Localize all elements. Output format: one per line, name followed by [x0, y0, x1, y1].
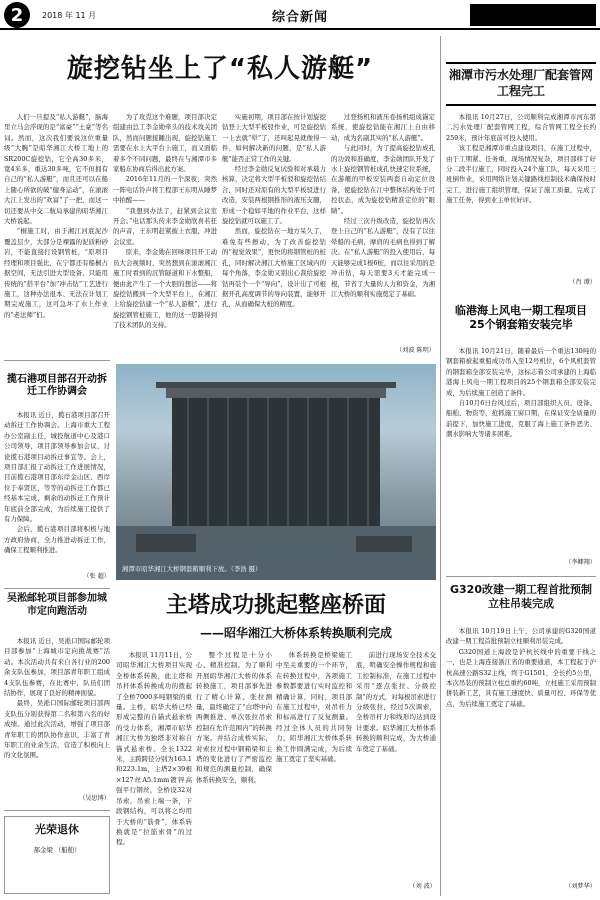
right-article-2-title: 临港海上风电一期工程项目25个钢套箱安装完毕	[446, 296, 596, 340]
retirement-box	[4, 816, 110, 894]
feature-signature: （刘 波）	[409, 883, 436, 890]
article-title-shitougang: 揽石港项目部召开动拆迁工作协调会	[4, 366, 110, 406]
section-divider	[4, 810, 110, 811]
lead-paragraph: 人们一旦提及“私人游艇”，脑海里立马会浮现的是“富豪”“土豪”等名词。然而，这次我们要说这位重量级“大腕”是昭华湘江大桥工地上的SR200C旋挖钻，它全高30多米，宽4米多，重达30多吨，它不但拥有自己的“私人游艇”，而且还可以在船上随心所欲的破“健身运动”，在滚滚大江上发出的“欢富”了一把，而这一切还要从中交二航局承建的昭华湘江大桥说起。	[4, 113, 108, 226]
lead-paragraph: 与此同时，为了提高旋挖钻成孔的功效和准确度，李金勋团队开发了水上旋挖钢管桩成孔快速定位系统，在游艇的甲板安装两套自动定位设备，使旋挖钻在江中整体结构处于可控状态，成为旋挖钻精准定位的“眼睛”。	[331, 144, 435, 215]
right-article-3-title-text: G320改建一期工程首批预制立柱吊装完成	[450, 583, 592, 611]
feature-paragraph: 前进行现场安全技术交底，明确安全操作规程和施工控制标准，在施工过程中采用“逐点张拉、分级控制”的方式，对每根吊索进行分级张拉，经过5次调索，全桥吊杆力和线形均达到设计要求。昭华湘江大桥体系转换的顺利完成，为大桥通车奠定了基础。	[356, 651, 436, 753]
article-signature: （肖 谭）	[569, 279, 596, 286]
lead-paragraph: “我想到办法了，赶紧到会议室开会。”电话那头传来李金勋欣喜若狂的声音，王东明赶紧披上衣服，冲进会议室。	[113, 206, 217, 246]
article-paragraph: 自10月6日台风过后，项目部组织人员、设备、船舶、物资等，抢抓施工窗口期，在保证安全质量的前提下，加快施工进度，克服了海上施工条件恶劣、潮水影响大等诸多困难。	[446, 399, 596, 439]
lead-paragraph: 经过三次升级改造，旋挖钻再次登上自己的“私人游艇”，没有了以往晕船的毛病，摩肩的毛病也得到了解决。在“私人游艇”的投入使用后，每天能够完成1根6桩，而以往采用的是冲击钻，每天需要3天才能完成一根，节省了大量的人力和资金，为湘江大桥的顺利实施奠定了基础。	[331, 217, 435, 298]
feature-paragraph: 体系转换是桥梁施工中至关重要的一个环节，在转换过程中，各项施工参数都要进行实时监控和精确计算，同时，项目部在施工过程中，对吊杆力和标高进行了反复测量。经过全体人员的共同努力，昭华湘江大桥体系转换工作圆满完成，为后续施工奠定了坚实基础。	[276, 651, 352, 764]
feature-subtitle: ——昭华湘江大桥体系转换顺利完成	[199, 626, 392, 640]
article-paragraph: 会后，揽石港项目部将积极与地方政府协商，全力推进动拆迁工作，确保工程顺利推进。	[4, 525, 110, 555]
lead-paragraph: “桐施工时，由于湘江河底泥沙覆盖层少，大部分是裸露的泥质粉砂岩，不能直接打设钢管桩，“原项目经理和项目强比，在宁都还有船桐占据空间，无法引进大型设备，只能用传统的“搭平台”加“冲击钻”工艺进行施工，这种办法很本、无法在计划工期完成施工，这可急坏了水上作业的“老法师”们。	[4, 227, 108, 319]
feature-column-2	[196, 650, 272, 894]
article-paragraph: G320国道上海段是沪杭长线中的重要干线之一，也是上海连接浙江省的重要通道，本工程起于沪杭高速公路S32主线，终于G1501，全长约5公里，本次吊装的预制立柱总重约60吨，立柱施工采用预制拼装新工艺，具有施工速度快、质量可控、环保等优点，为后续施工奠定了基础。	[446, 647, 596, 708]
article-paragraph: 本报讯 近日，吴淞口国际邮轮项目部参加“上海城市定向挑战赛”活动。本次活动共有来自各行业的200余支队伍参加，项目部青年职工组成4支队伍参赛，在比赛中，队员们团结协作，展现了良好的精神面貌。	[4, 637, 110, 698]
page-number: 2	[10, 4, 24, 26]
right-article-1-title	[446, 62, 596, 106]
article-paragraph: 最终，吴淞口国际邮轮项目部两支队伍分别获得第二名和第六名的好成绩。通过此次活动，增强了项目部青年职工的团队协作意识，丰富了青年职工的业余生活，营造了积极向上的文化氛围。	[4, 699, 110, 760]
right-article-2-body	[446, 346, 596, 556]
right-article-1-body	[446, 112, 596, 276]
article-body-wusong	[4, 636, 110, 792]
retirement-name: 郝金梁 （船舶）	[33, 846, 81, 854]
retirement-title: 光荣退休	[35, 823, 79, 836]
lead-paragraph: 原来，李金勋在回味项目开工动员大会视频时，突然想到在滚滚湘江施工时看到的沉管隧道和下水整船，便由此产生了一个大胆的想法——将旋挖钻搬到一个大型平台上，在湘江上给旋挖钻建一个“私人游艇”，进行旋挖钢管桩施工，他的这一思路得到了技术团队的支持。	[113, 248, 217, 330]
lead-paragraph: 然而，旋挖钻在一地方呆久了，难免有些擦动，为了改善旋挖钻的“视觉效果”，更快的将钢管桩的桩孔，同时解决湘江大桥施工区域内的每个角落，李金勋又别出心裁给旋挖钻再装个一个“导向”，设计出了可根据开孔高度调节的导向装置，能够开孔，从而确保大桩的精度。	[222, 227, 326, 309]
lead-column-3	[222, 112, 326, 348]
lead-paragraph: 过登扬机和液压卷扬机组成锚定系统，使旋挖钻能在湘江上自由移动，成为名副其实的“私人游艇”。	[331, 113, 435, 142]
issue-date: 2018 年 11 月	[42, 11, 97, 20]
article-paragraph: 该工程是湘潭市重点建设项目，在施工过程中，由于工期紧、任务重，现场情况复杂，项目部移了好分二段半行施工，同时投入24个施工队，每天采用三班倒作业，采用网络计划关键路线控制技术确保按时完工，进行施工组织管理，保证了施工质量，完成了施工任务，得到业主单位好评。	[446, 144, 596, 205]
article-signature: （刘梦华）	[565, 883, 596, 890]
article-body-shitougang	[4, 410, 110, 570]
lead-column-4	[331, 112, 435, 348]
lead-paragraph: 为了攻克这个难题，项目部决定组建由总工李金勋牵头的技术攻关团队，然而问题接踵出现，旋挖钻施工需要在水上大平台上施工，而又面临着多个不同问题，最终在与湘潭市多家船东协商后得出此方案。	[113, 113, 217, 174]
article-signature: （李卿翔）	[565, 559, 596, 566]
lead-column-2	[113, 112, 217, 348]
feature-paragraph: 整个过程是十分小心、精准控制。为了顺利开展昭华湘江大桥的体系转换施工，项目部事先进行了精心计算、张拉测量，最终确定了“白塔中向两侧推进、单次张拉吊索控制在允许范围内”的转换方案。并结合成桥实际，对索拉过程中钢箱梁和主塔的变化进行了严密监控和规范的测量控制，确保体系转换安全，顺利。	[196, 651, 272, 784]
article-signature: （吴思博）	[79, 795, 110, 802]
lead-title: 旋挖钻坐上了“私人游艇”	[66, 54, 374, 84]
cofferdam-illustration	[116, 364, 436, 580]
right-article-3-body	[446, 626, 596, 880]
feature-column-3	[276, 650, 352, 894]
masthead-block	[470, 4, 596, 26]
right-article-1-title-text: 湘潭市污水处理厂配套管网工程完工	[448, 68, 593, 98]
article-paragraph: 本报讯 10月27日，公司顺利完成湘潭市河东第二污水处理厂配套管网工程，综合管网工程全长约259米，预计年底前可投入使用。	[446, 113, 596, 142]
feature-column-1	[116, 650, 192, 894]
article-signature: （张 超）	[83, 573, 110, 580]
article-paragraph: 本报讯 10月19日上午，公司承建的G320国道改建一期工程首批预制立柱顺利吊装完成。	[446, 627, 596, 646]
construction-photo	[116, 364, 436, 580]
lead-paragraph: 经过李金勋反复试验和对承载力核算，决定将大型平板驳和旋挖钻结合，同时还对原有的大型平板驳进行改造，安装两根钢推形的液压支腿，形成一个稳如平地的作业平台，这样旋挖钻就可以施工了。	[222, 165, 326, 226]
section-divider	[4, 360, 110, 361]
feature-column-4	[356, 650, 436, 882]
right-article-3-title	[446, 576, 596, 620]
lead-signature: （刘波 陈明）	[395, 347, 435, 354]
section-divider	[4, 588, 110, 589]
column-divider	[440, 36, 441, 896]
page-number-badge	[4, 2, 30, 28]
lead-paragraph: 2016年11月的一个深夜，突然一阵电话铃声将工程部王东明从睡梦中拍醒——	[113, 175, 217, 205]
lead-column-1	[4, 112, 108, 348]
article-paragraph: 本报讯 10月21日，随着最后一个重达130吨的钢套箱被起重船成功吊入至12号机位，6个风机套管的钢套箱全部安装完毕，这标志着公司承建的上海临港海上风电一期工程项目的25个钢套箱全部安装完成，为后续施工创造了条件。	[446, 347, 596, 397]
photo-caption: 湘潭市昭华湘江大桥钢套箱顺利下放。（李浩 摄）	[122, 565, 262, 573]
lead-paragraph: 实施初期，项目部在按计划旋挖钻登上大型平板驳作业，可是旋挖钻一上去就“晕”了，还叫起晃就像得一件，如何解决新的问题，是“私人游艇”能否正常工作的关键。	[222, 113, 326, 163]
feature-title: 主塔成功挑起整座桥面	[165, 593, 386, 618]
feature-paragraph: 本报讯 11月11日，公司昭华湘江大桥项目实现全桥体系转换，此主塔和吊杆体系转换成功的拨起了全桥7000多吨钢梁的重量。主桥，昭华大桥已经形成完整的自锚式悬索桥的受力体系，湘潭市昭华湘江大桥为独塔非对称自锚式悬索桥。全长1322米，主跨跨径分别为163.1和223.1m，主塔2×39根×127丝A5.1mm镀锌高强平行钢丝，全桥设32对吊索，吊索上端一条，下段钢结构，可以将之均用于大桥的“筋骨”，体系转换就是“拉筋索骨”的过程。	[116, 651, 192, 847]
section-name: 综合新闻	[271, 10, 328, 25]
page-header	[0, 0, 600, 30]
article-title-wusong: 吴淞邮轮项目部参加城市定向跑活动	[7, 593, 107, 617]
article-paragraph: 本报讯 近日，揽石港项目部召开动拆迁工作协调会。上海市重大工程办公室副主任，城投航道中心及港口公司领导，项目部领导参加会议，讨论揽石港项目动拆迁事宜等。会上，项目部汇报了动拆迁工作进展情况，目前揽石港项目部东岸金山区、西岸位于奉贤区，等等的动拆迁工作都已经基本完成，剩余的动拆迁工作预计年底前全部完成，为后续施工提供了有力保障。	[4, 411, 110, 524]
